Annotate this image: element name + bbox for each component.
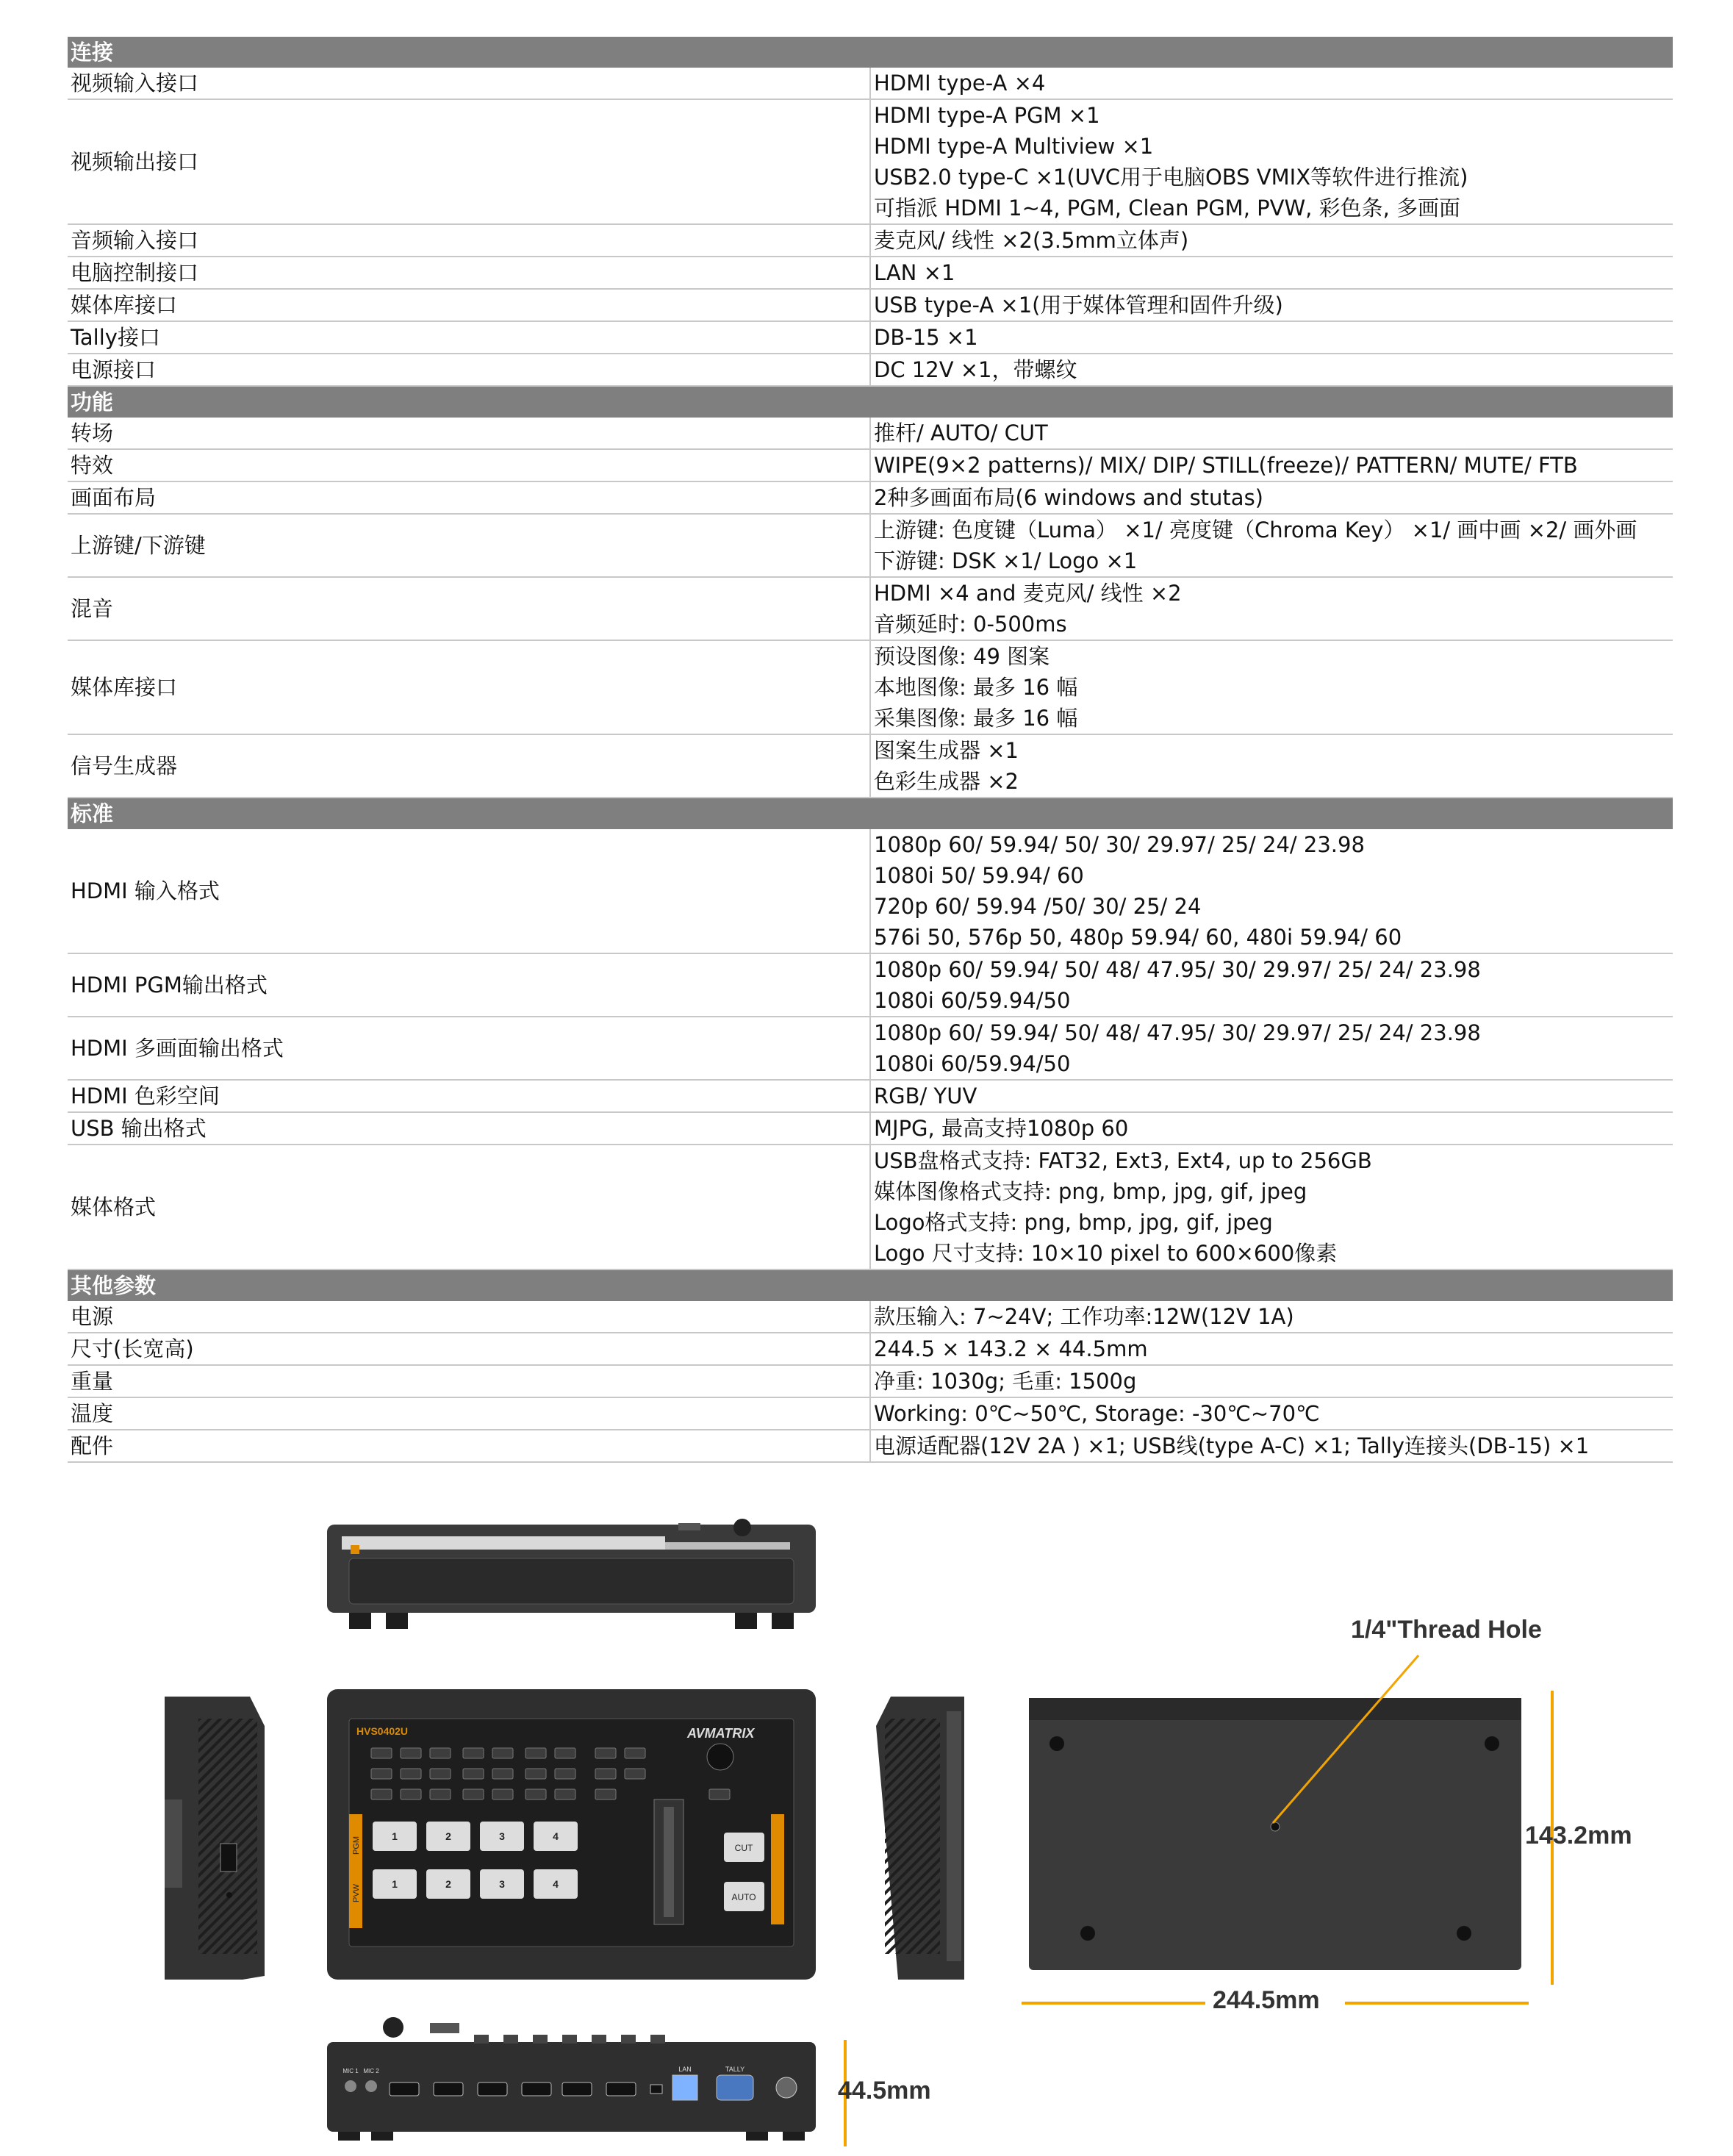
svg-text:1: 1: [392, 1830, 398, 1842]
device-top-view: [327, 1516, 819, 1648]
spec-key: 媒体库接口: [68, 640, 870, 734]
device-left-side-view: [154, 1689, 287, 1983]
spec-key: 重量: [68, 1365, 870, 1397]
svg-text:3: 3: [499, 1830, 505, 1842]
spec-key: 电源接口: [68, 354, 870, 386]
svg-text:PGM: PGM: [352, 1836, 361, 1855]
svg-text:3: 3: [499, 1878, 505, 1890]
section-title: 标准: [68, 798, 1673, 829]
spec-key: 电脑控制接口: [68, 257, 870, 289]
spec-value: [870, 257, 1673, 289]
spec-value-line: 下游键: DSK ×1/ Logo ×1: [874, 548, 1138, 573]
spec-value-line: 推杆/ AUTO/ CUT: [874, 420, 1048, 445]
table-row: [68, 1365, 1673, 1397]
spec-value: [870, 1112, 1673, 1145]
depth-label: 143.2mm: [1525, 1822, 1632, 1849]
table-row: [68, 68, 1673, 99]
table-row: [68, 1397, 1673, 1430]
spec-value: [870, 224, 1673, 257]
spec-key: 媒体库接口: [68, 289, 870, 321]
section-header: [68, 1269, 1673, 1301]
spec-value: [870, 1301, 1673, 1333]
spec-value-line: HDMI type-A ×4: [874, 71, 1046, 96]
spec-value-line: 电源适配器(12V 2A ) ×1; USB线(type A-C) ×1; Tally连接头(DB-15) ×1: [874, 1433, 1590, 1458]
device-right-side-view: [869, 1689, 979, 1983]
spec-value-line: 1080i 60/59.94/50: [874, 1051, 1071, 1076]
spec-value-line: 1080i 50/ 59.94/ 60: [874, 863, 1084, 888]
svg-text:2: 2: [445, 1830, 451, 1842]
section-header: [68, 37, 1673, 68]
spec-key: 视频输出接口: [68, 99, 870, 224]
spec-value: [870, 1145, 1673, 1269]
table-row: [68, 1080, 1673, 1112]
svg-text:LAN: LAN: [678, 2066, 692, 2073]
spec-key: HDMI 多画面输出格式: [68, 1017, 870, 1080]
spec-key: 上游键/下游键: [68, 514, 870, 577]
spec-key: 信号生成器: [68, 734, 870, 798]
spec-value: [870, 321, 1673, 354]
spec-key: HDMI 色彩空间: [68, 1080, 870, 1112]
spec-value-line: WIPE(9×2 patterns)/ MIX/ DIP/ STILL(freeze)/ PATTERN/ MUTE/ FTB: [874, 453, 1578, 478]
spec-value-line: LAN ×1: [874, 260, 955, 285]
svg-text:MIC 2: MIC 2: [363, 2068, 379, 2074]
spec-value-line: 可指派 HDMI 1~4, PGM, Clean PGM, PVW, 彩色条, 多画面: [874, 196, 1461, 221]
spec-value: [870, 1365, 1673, 1397]
spec-value-line: 2种多画面布局(6 windows and stutas): [874, 485, 1263, 510]
spec-key: HDMI PGM输出格式: [68, 953, 870, 1017]
section-header: [68, 798, 1673, 829]
spec-value: [870, 354, 1673, 386]
spec-value: [870, 68, 1673, 99]
section-title: 功能: [68, 386, 1673, 418]
table-row: [68, 449, 1673, 481]
table-row: [68, 640, 1673, 734]
spec-value-line: Logo 尺寸支持: 10×10 pixel to 600×600像素: [874, 1241, 1338, 1266]
svg-text:TALLY: TALLY: [725, 2066, 745, 2073]
spec-key: 画面布局: [68, 481, 870, 514]
table-row: [68, 321, 1673, 354]
spec-key: 配件: [68, 1430, 870, 1462]
spec-value-line: 244.5 × 143.2 × 44.5mm: [874, 1336, 1148, 1361]
height-label: 44.5mm: [838, 2077, 931, 2105]
svg-text:AUTO: AUTO: [731, 1892, 756, 1902]
spec-key: USB 输出格式: [68, 1112, 870, 1145]
spec-value-line: 音频延时: 0-500ms: [874, 612, 1067, 637]
svg-text:4: 4: [553, 1830, 559, 1842]
svg-text:PVW: PVW: [352, 1883, 361, 1902]
width-dimension-line-right: [1345, 2002, 1529, 2005]
device-front-panel: [327, 1689, 819, 1983]
spec-value: [870, 1397, 1673, 1430]
section-header: [68, 386, 1673, 418]
svg-text:2: 2: [445, 1878, 451, 1890]
section-title: 其他参数: [68, 1269, 1673, 1301]
table-row: [68, 99, 1673, 224]
spec-value-line: 1080i 60/59.94/50: [874, 988, 1071, 1013]
spec-key: 转场: [68, 418, 870, 449]
spec-key: 音频输入接口: [68, 224, 870, 257]
table-row: [68, 1430, 1673, 1462]
spec-value-line: 本地图像: 最多 16 幅: [874, 675, 1078, 700]
spec-key: 媒体格式: [68, 1145, 870, 1269]
spec-value: [870, 449, 1673, 481]
spec-key: 尺寸(长宽高): [68, 1333, 870, 1365]
spec-key: 电源: [68, 1301, 870, 1333]
spec-value-line: 576i 50, 576p 50, 480p 59.94/ 60, 480i 59.94/ 60: [874, 925, 1402, 950]
spec-value-line: Logo格式支持: png, bmp, jpg, gif, jpeg: [874, 1210, 1273, 1235]
table-row: [68, 1333, 1673, 1365]
brand-logo: AVMATRIX: [687, 1726, 755, 1741]
spec-value-line: USB type-A ×1(用于媒体管理和固件升级): [874, 293, 1283, 318]
spec-value: [870, 640, 1673, 734]
spec-value-line: 1080p 60/ 59.94/ 50/ 48/ 47.95/ 30/ 29.97/ 25/ 24/ 23.98: [874, 1020, 1481, 1045]
spec-key: 视频输入接口: [68, 68, 870, 99]
spec-value-line: Working: 0℃~50℃, Storage: -30℃~70℃: [874, 1401, 1320, 1426]
spec-value: [870, 734, 1673, 798]
svg-text:CUT: CUT: [734, 1843, 753, 1853]
spec-key: HDMI 输入格式: [68, 829, 870, 953]
spec-value-line: 采集图像: 最多 16 幅: [874, 706, 1078, 731]
spec-value: [870, 577, 1673, 640]
spec-value-line: 预设图像: 49 图案: [874, 644, 1050, 669]
spec-value-line: DC 12V ×1，带螺纹: [874, 357, 1077, 382]
spec-key: Tally接口: [68, 321, 870, 354]
spec-value: [870, 514, 1673, 577]
svg-text:1: 1: [392, 1878, 398, 1890]
table-row: [68, 224, 1673, 257]
spec-value-line: DB-15 ×1: [874, 325, 978, 350]
spec-value: [870, 481, 1673, 514]
device-rear-view: [327, 2013, 819, 2145]
spec-value: [870, 99, 1673, 224]
spec-value-line: HDMI type-A Multiview ×1: [874, 134, 1154, 159]
spec-value: [870, 1430, 1673, 1462]
section-title: 连接: [68, 37, 1673, 68]
table-row: [68, 829, 1673, 953]
table-row: [68, 734, 1673, 798]
spec-value-line: 色彩生成器 ×2: [874, 769, 1019, 794]
spec-value: [870, 289, 1673, 321]
width-dimension-line-left: [1022, 2002, 1205, 2005]
spec-value-line: USB盘格式支持: FAT32, Ext3, Ext4, up to 256GB: [874, 1148, 1372, 1173]
spec-value: [870, 1080, 1673, 1112]
model-name: HVS0402U: [356, 1725, 409, 1737]
thread-hole-label: 1/4"Thread Hole: [1351, 1616, 1542, 1644]
spec-value-line: HDMI ×4 and 麦克风/ 线性 ×2: [874, 581, 1182, 606]
spec-value-line: 上游键: 色度键（Luma） ×1/ 亮度键（Chroma Key） ×1/ 画中画 ×2/ 画外画: [874, 517, 1637, 542]
table-row: [68, 1112, 1673, 1145]
width-label: 244.5mm: [1213, 1986, 1320, 2014]
spec-value-line: 图案生成器 ×1: [874, 738, 1019, 763]
spec-key: 特效: [68, 449, 870, 481]
spec-value-line: 麦克风/ 线性 ×2(3.5mm立体声): [874, 228, 1189, 253]
table-row: [68, 354, 1673, 386]
spec-key: 温度: [68, 1397, 870, 1430]
spec-value: [870, 1017, 1673, 1080]
spec-value-line: USB2.0 type-C ×1(UVC用于电脑OBS VMIX等软件进行推流): [874, 165, 1468, 190]
spec-value-line: HDMI type-A PGM ×1: [874, 103, 1100, 128]
spec-value-line: 净重: 1030g; 毛重: 1500g: [874, 1369, 1137, 1394]
svg-text:MIC 1: MIC 1: [342, 2068, 359, 2074]
spec-value: [870, 1333, 1673, 1365]
spec-value-line: 媒体图像格式支持: png, bmp, jpg, gif, jpeg: [874, 1179, 1307, 1204]
spec-value: [870, 418, 1673, 449]
table-row: [68, 577, 1673, 640]
spec-value-line: 1080p 60/ 59.94/ 50/ 48/ 47.95/ 30/ 29.97/ 25/ 24/ 23.98: [874, 957, 1481, 982]
table-row: [68, 1017, 1673, 1080]
spec-value-line: 720p 60/ 59.94 /50/ 30/ 25/ 24: [874, 894, 1202, 919]
table-row: [68, 1145, 1673, 1269]
table-row: [68, 418, 1673, 449]
spec-value: [870, 829, 1673, 953]
spec-value: [870, 953, 1673, 1017]
table-row: [68, 289, 1673, 321]
spec-value-line: 款压输入: 7~24V; 工作功率:12W(12V 1A): [874, 1304, 1294, 1329]
spec-value-line: RGB/ YUV: [874, 1084, 977, 1109]
table-row: [68, 953, 1673, 1017]
spec-value-line: 1080p 60/ 59.94/ 50/ 30/ 29.97/ 25/ 24/ 23.98: [874, 832, 1365, 857]
spec-value-line: MJPG, 最高支持1080p 60: [874, 1116, 1129, 1141]
table-row: [68, 1301, 1673, 1333]
spec-key: 混音: [68, 577, 870, 640]
table-row: [68, 257, 1673, 289]
table-row: [68, 514, 1673, 577]
thread-hole-leader-line: [1264, 1652, 1426, 1829]
table-row: [68, 481, 1673, 514]
svg-text:4: 4: [553, 1878, 559, 1890]
spec-table: [68, 37, 1673, 1463]
